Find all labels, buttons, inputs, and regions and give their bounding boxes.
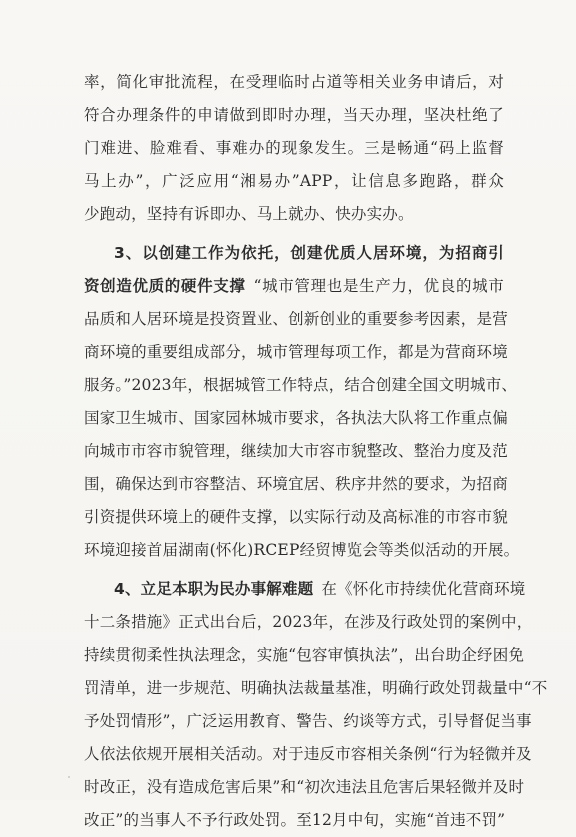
paragraph-line: 商环境的重要组成部分，城市管理每项工作，都是为营商环境 <box>84 343 508 361</box>
paragraph-line: 向城市市容市貌管理，继续加大市容市貌整改、整治力度及范 <box>84 442 508 460</box>
section-4-heading: 4、立足本职为民办事解难题 <box>114 580 314 598</box>
paragraph-line: 改正”的当事人不予行政处罚。至12月中旬，实施“首违不罚” <box>84 811 506 829</box>
paragraph-line: 国家卫生城市、国家园林城市要求，各执法大队将工作重点偏 <box>84 409 508 427</box>
paragraph-line: 服务。”2023年，根据城管工作特点，结合创建全国文明城市、 <box>84 376 518 394</box>
section-3-text: “城市管理也是生产力，优良的城市 <box>253 277 504 295</box>
paragraph-line: 少跑动，坚持有诉即办、马上就办、快办实办。 <box>84 205 414 223</box>
paragraph-line: 十二条措施》正式出台后，2023年，在涉及行政处罚的案例中， <box>84 613 533 631</box>
section-4-text: 在《怀化市持续优化营商环境 <box>321 580 526 598</box>
paragraph-line: 人依法依规开展相关活动。对于违反市容相关条例“行为轻微并及 <box>84 745 532 763</box>
paragraph-line: 持续贯彻柔性执法理念，实施“包容审慎执法”，出台助企纾困免 <box>84 646 525 664</box>
paragraph-line: 符合办理条件的申请做到即时办理，当天办理，坚决杜绝了 <box>84 106 504 124</box>
document-body <box>84 66 548 837</box>
paragraph-line: 引资提供环境上的硬件支撑，以实际行动及高标准的市容市貌 <box>84 508 508 526</box>
section-3-heading-cont: 资创造优质的硬件支撑 <box>84 277 246 295</box>
paragraph-line: 罚清单，进一步规范、明确执法裁量基准，明确行政处罚裁量中“不 <box>84 679 548 697</box>
paragraph-line: 率，简化审批流程，在受理临时占道等相关业务申请后，对 <box>84 73 504 91</box>
paragraph-line: 予处罚情形”，广泛运用教育、警告、约谈等方式，引导督促当事 <box>84 712 532 730</box>
section-4-heading-line <box>84 573 526 606</box>
paragraph-line <box>84 270 504 303</box>
section-3-heading-line <box>84 237 504 270</box>
paragraph-line: 门难进、脸难看、事难办的现象发生。三是畅通“码上监督 <box>84 139 504 157</box>
paragraph-line: 品质和人居环境是投资置业、创新创业的重要参考因素，是营 <box>84 310 508 328</box>
scan-speck <box>68 776 70 778</box>
paragraph-line: 时改正，没有造成危害后果”和“初次违法且危害后果轻微并及时 <box>84 778 525 796</box>
paragraph-line: 马上办”，广泛应用“湘易办”APP，让信息多跑路，群众 <box>84 172 504 190</box>
paragraph-line: 围，确保达到市容整洁、环境宜居、秩序井然的要求，为招商 <box>84 475 508 493</box>
paragraph-line: 环境迎接首届湖南(怀化)RCEP经贸博览会等类似活动的开展。 <box>84 541 520 559</box>
section-3-heading: 3、以创建工作为依托，创建优质人居环境，为招商引 <box>114 244 504 262</box>
